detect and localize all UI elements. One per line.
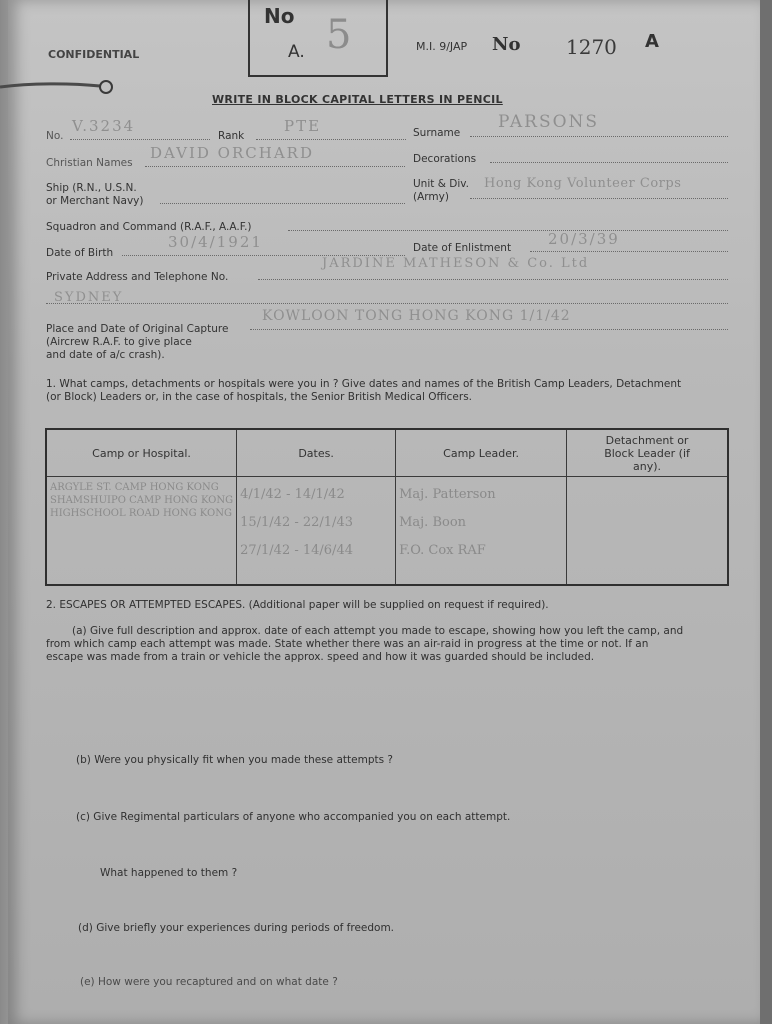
camp-leader-3: F.O. Cox RAF bbox=[399, 543, 486, 558]
serial-suffix: A bbox=[645, 31, 659, 52]
col-header-detachment: Detachment or Block Leader (if any). bbox=[567, 429, 728, 477]
serial-no-label: No bbox=[492, 34, 521, 55]
camp-leader-2: Maj. Boon bbox=[399, 515, 467, 530]
address-value-2: SYDNEY bbox=[54, 290, 124, 305]
dates-cell bbox=[237, 477, 396, 586]
form-reference: M.I. 9/JAP bbox=[416, 40, 468, 53]
q2b-text: (b) Were you physically fit when you made these attempts ? bbox=[76, 754, 393, 766]
ship-label-1: Ship (R.N., U.S.N. bbox=[46, 182, 137, 194]
camp-dates-2: 15/1/42 - 22/1/43 bbox=[240, 515, 353, 530]
address-value-1: JARDINE MATHESON & Co. Ltd bbox=[322, 256, 590, 271]
dob-label: Date of Birth bbox=[46, 247, 114, 259]
camp-dates-1: 4/1/42 - 14/1/42 bbox=[240, 487, 345, 502]
address-label: Private Address and Telephone No. bbox=[46, 271, 229, 283]
service-no-value: V.3234 bbox=[72, 117, 136, 135]
q2-heading: 2. ESCAPES OR ATTEMPTED ESCAPES. (Additional paper will be supplied on request if required). bbox=[46, 599, 549, 611]
squadron-label: Squadron and Command (R.A.F., A.A.F.) bbox=[46, 221, 252, 233]
ship-label-2: or Merchant Navy) bbox=[46, 195, 144, 207]
block-capitals-instruction: WRITE IN BLOCK CAPITAL LETTERS IN PENCIL bbox=[212, 93, 503, 106]
col-header-leader: Camp Leader. bbox=[396, 429, 567, 477]
camp-name-2: SHAMSHUIPO CAMP HONG KONG bbox=[50, 495, 234, 506]
q2a-line-1: (a) Give full description and approx. date of each attempt you made to escape, showing how you left the camp, and bbox=[72, 625, 684, 637]
camps-cell bbox=[46, 477, 237, 586]
camps-table bbox=[45, 428, 729, 586]
decorations-label: Decorations bbox=[413, 153, 477, 165]
binding-string bbox=[0, 80, 118, 94]
unit-label-2: (Army) bbox=[413, 191, 449, 203]
q2c-text: (c) Give Regimental particulars of anyone who accompanied you on each attempt. bbox=[76, 811, 511, 823]
col-header-camp: Camp or Hospital. bbox=[46, 429, 237, 477]
unit-value: Hong Kong Volunteer Corps bbox=[484, 176, 682, 191]
camp-name-3: HIGHSCHOOL ROAD HONG KONG bbox=[50, 508, 232, 519]
surname-value: PARSONS bbox=[498, 112, 600, 132]
capture-label-2: (Aircrew R.A.F. to give place bbox=[46, 336, 192, 348]
box-letter: A. bbox=[288, 42, 305, 62]
reference-box bbox=[248, 0, 388, 77]
unit-label-1: Unit & Div. bbox=[413, 178, 469, 190]
enlistment-value: 20/3/39 bbox=[548, 230, 620, 248]
q2d-text: (d) Give briefly your experiences during periods of freedom. bbox=[78, 922, 395, 934]
box-no-label: No bbox=[264, 4, 295, 28]
surname-label: Surname bbox=[413, 127, 461, 139]
box-handwritten-number: 5 bbox=[326, 12, 354, 58]
q2c-followup-text: What happened to them ? bbox=[100, 867, 238, 879]
q1-text-line-1: 1. What camps, detachments or hospitals were you in ? Give dates and names of the British Camp Leaders, Detachment bbox=[46, 378, 682, 390]
q2a-line-3: escape was made from a train or vehicle the approx. speed and how it was guarded should be included. bbox=[46, 651, 595, 663]
christian-names-value: DAVID ORCHARD bbox=[150, 144, 314, 162]
q2e-text: (e) How were you recaptured and on what date ? bbox=[80, 976, 338, 988]
detachment-cell bbox=[567, 477, 728, 586]
capture-label-3: and date of a/c crash). bbox=[46, 349, 165, 361]
q1-text-line-2: (or Block) Leaders or, in the case of hospitals, the Senior British Medical Officers. bbox=[46, 391, 473, 403]
service-no-label: No. bbox=[46, 130, 64, 142]
serial-number: 1270 bbox=[566, 35, 617, 59]
rank-value: PTE bbox=[284, 117, 322, 135]
camp-name-1: ARGYLE ST. CAMP HONG KONG bbox=[50, 482, 219, 493]
dob-value: 30/4/1921 bbox=[168, 233, 263, 251]
confidential-stamp: CONFIDENTIAL bbox=[48, 48, 140, 61]
leader-cell bbox=[396, 477, 567, 586]
christian-names-label: Christian Names bbox=[46, 157, 133, 169]
capture-label-1: Place and Date of Original Capture bbox=[46, 323, 229, 335]
col-header-dates: Dates. bbox=[237, 429, 396, 477]
q2a-line-2: from which camp each attempt was made. State whether there was an air-raid in progress at the time or not. If an bbox=[46, 638, 649, 650]
rank-label: Rank bbox=[218, 130, 245, 142]
enlistment-label: Date of Enlistment bbox=[413, 242, 512, 254]
capture-value: KOWLOON TONG HONG KONG 1/1/42 bbox=[262, 308, 571, 324]
camp-leader-1: Maj. Patterson bbox=[399, 487, 496, 502]
camp-dates-3: 27/1/42 - 14/6/44 bbox=[240, 543, 353, 558]
